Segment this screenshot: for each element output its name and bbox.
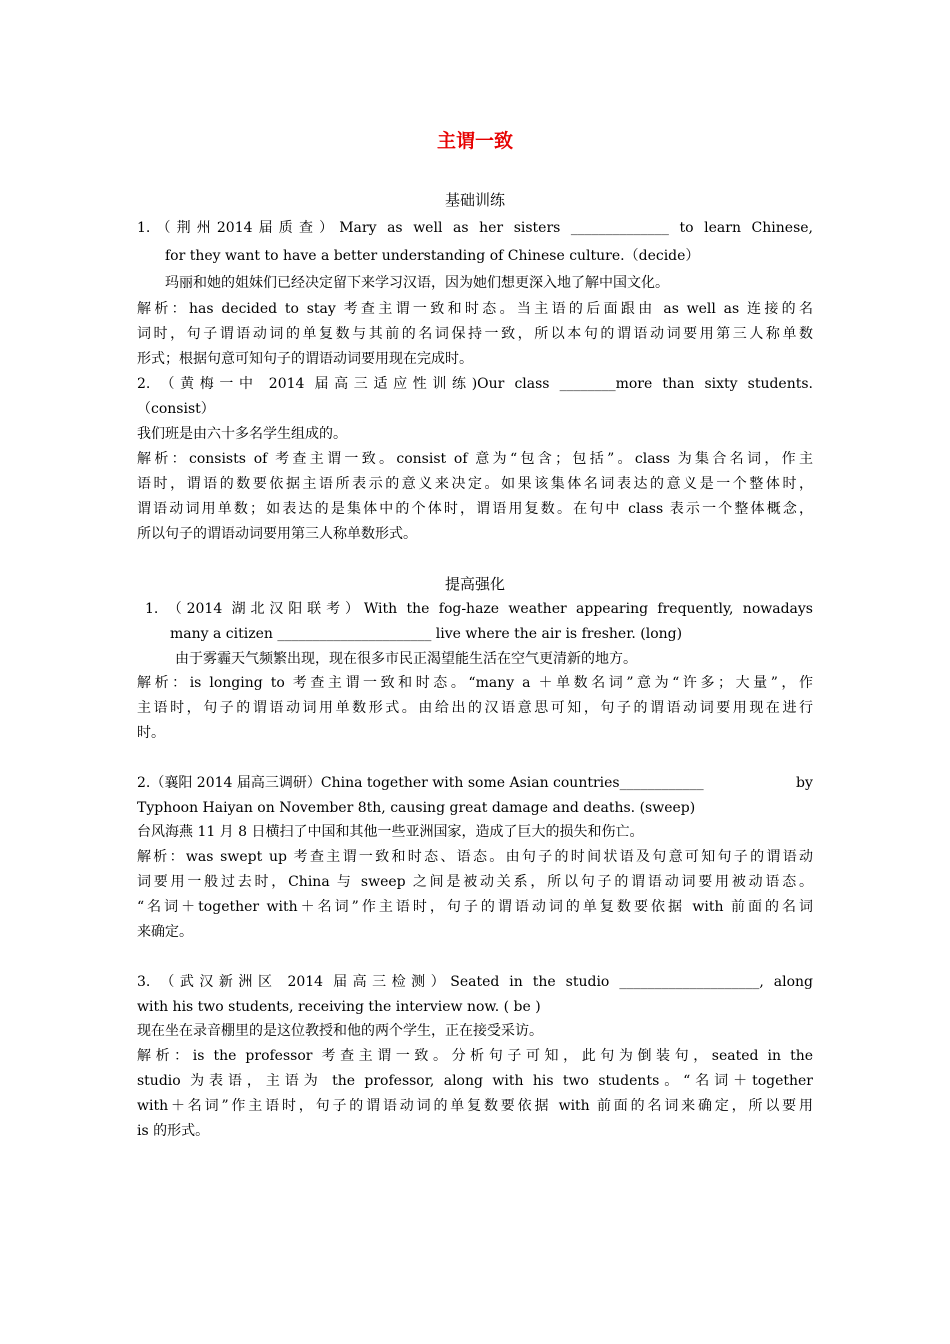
question-4-blank: ____________ <box>619 775 704 791</box>
section-heading-basic: 基础训练 <box>444 191 505 209</box>
question-5-translation: 现在坐在录音棚里的是这位教授和他的两个学生，正在接受采访。 <box>137 1023 543 1039</box>
question-4-translation: 台风海燕 11 月 8 日横扫了中国和其他一些亚洲国家，造成了巨大的损失和伤亡。 <box>137 824 644 840</box>
question-1-analysis-1: 解析：has decided to stay 考查主谓一致和时态。当主语的后面跟由 as well as 连接的名 <box>137 301 813 317</box>
question-3-line-2: many a citizen ______________________ live where the air is fresher. (long) <box>170 626 683 642</box>
question-5-analysis-1: 解析：is the professor 考查主谓一致。分析句子可知，此句为倒装句，seated in the <box>137 1048 813 1064</box>
question-2-line-1: 2. （黄梅一中 2014 届高三适应性训练)Our class ________more than sixty students. <box>137 376 813 392</box>
question-4-analysis-4: 来确定。 <box>137 924 193 940</box>
question-2-analysis-4: 所以句子的谓语动词要用第三人称单数形式。 <box>137 526 417 542</box>
question-5-line-2: with his two students, receiving the interview now. ( be ) <box>137 999 541 1015</box>
question-1-analysis-2: 词时，句子谓语动词的单复数与其前的名词保持一致，所以本句的谓语动词要用第三人称单数 <box>137 326 813 342</box>
question-2-analysis-2: 语时，谓语的数要依据主语所表示的意义来决定。如果该集体名词表达的意义是一个整体时， <box>137 476 813 492</box>
page-title: 主谓一致 <box>436 130 513 152</box>
question-2-analysis-1: 解析：consists of 考查主谓一致。consist of 意为“包含；包括”。class 为集合名词，作主 <box>137 451 813 467</box>
question-2-line-2: （consist） <box>137 401 215 417</box>
question-1-translation: 玛丽和她的姐妹们已经决定留下来学习汉语，因为她们想更深入地了解中国文化。 <box>165 275 669 291</box>
question-3-analysis-2: 主语时，句子的谓语动词用单数形式。由给出的汉语意思可知，句子的谓语动词要用现在进行 <box>137 700 813 716</box>
question-1-line-1: 1.（荆州2014届质查）Mary as well as her sisters ______________ to learn Chinese, <box>137 220 813 236</box>
question-4-line-2: Typhoon Haiyan on November 8th, causing great damage and deaths. (sweep) <box>137 800 696 816</box>
question-4-analysis-2: 词要用一般过去时，China 与 sweep 之间是被动关系，所以句子的谓语动词要用被动语态。 <box>137 874 813 890</box>
question-2-translation: 我们班是由六十多名学生组成的。 <box>137 426 347 442</box>
question-3-analysis-3: 时。 <box>137 725 165 741</box>
question-5-analysis-2: studio 为表语，主语为 the professor, along with his two students。“名词＋together <box>137 1073 813 1089</box>
question-4-line-1 <box>137 773 704 793</box>
question-1-analysis-3: 形式；根据句意可知句子的谓语动词要用现在完成时。 <box>137 351 473 367</box>
question-5-line-1: 3. （武汉新洲区 2014 届高三检测）Seated in the studio ____________________, along <box>137 974 813 990</box>
question-4-line-1-text: 2.（襄阳 2014 届高三调研）China together with some Asian countries <box>137 775 620 791</box>
section-heading-advanced: 提高强化 <box>444 575 505 593</box>
question-3-line-1: 1. （2014 湖北汉阳联考）With the fog-haze weather appearing frequently, nowadays <box>145 601 813 617</box>
question-4-analysis-1: 解析：was swept up 考查主谓一致和时态、语态。由句子的时间状语及句意可知句子的谓语动 <box>137 849 813 865</box>
question-4-analysis-3: “名词＋together with＋名词”作主语时，句子的谓语动词的单复数要依据 with 前面的名词 <box>137 899 813 915</box>
question-4-line-1-end: by <box>796 775 813 791</box>
question-2-analysis-3: 谓语动词用单数；如表达的是集体中的个体时，谓语用复数。在句中 class 表示一个整体概念， <box>137 501 813 517</box>
question-3-translation: 由于雾霾天气频繁出现，现在很多市民正渴望能生活在空气更清新的地方。 <box>175 651 637 667</box>
question-1-line-2: for they want to have a better understanding of Chinese culture.（decide） <box>165 248 700 264</box>
question-3-analysis-1: 解析：is longing to 考查主谓一致和时态。“many a ＋单数名词”意为“许多；大量”，作 <box>137 675 813 691</box>
question-5-analysis-4: is 的形式。 <box>137 1123 210 1139</box>
question-5-analysis-3: with＋名词”作主语时，句子的谓语动词的单复数要依据 with 前面的名词来确定，所以要用 <box>137 1098 813 1114</box>
